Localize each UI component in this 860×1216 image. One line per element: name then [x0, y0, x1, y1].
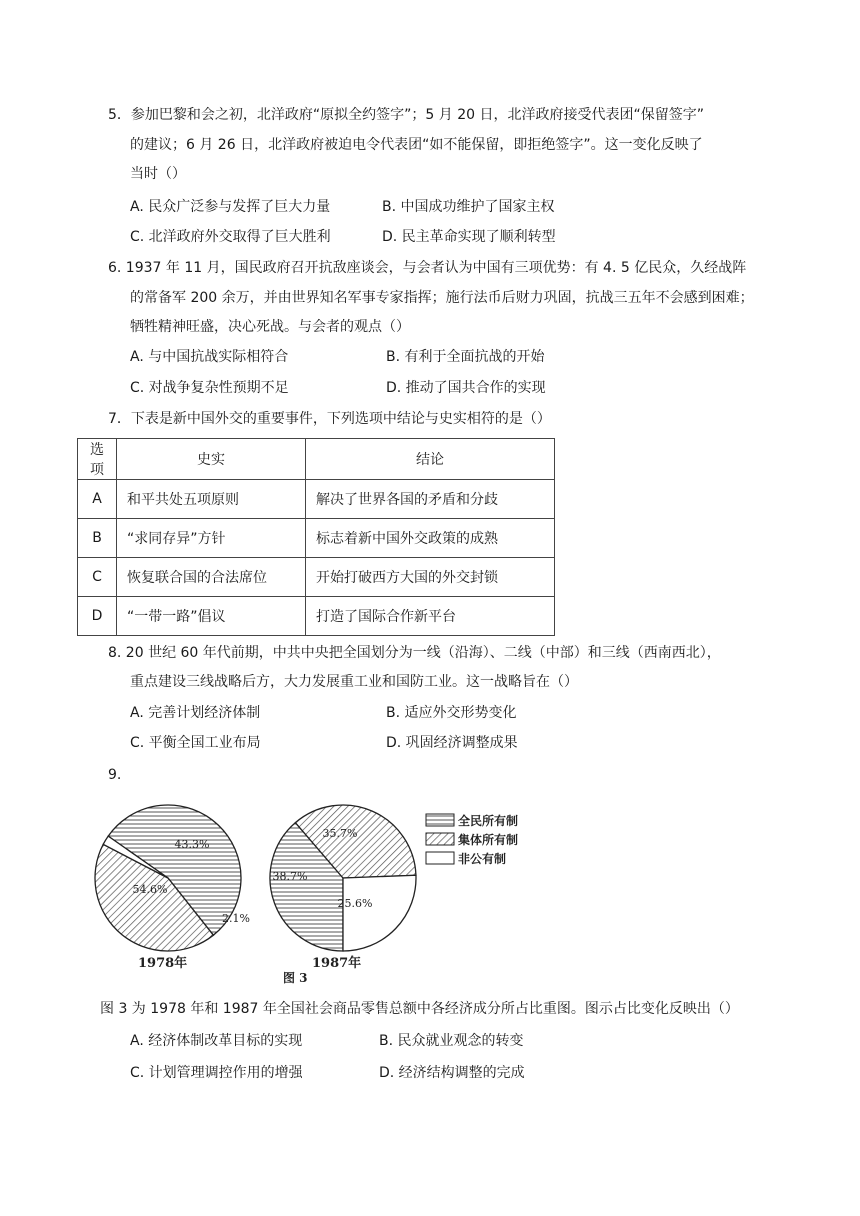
pie-chart-figure	[90, 795, 530, 990]
q5-option-d: D. 民主革命实现了顺利转型	[382, 229, 556, 245]
table-header-conclusion: 结论	[306, 439, 555, 480]
table-header-option: 选项	[78, 439, 117, 480]
legend-label: 集体所有制	[458, 833, 519, 847]
pie-slice-label: 38.7%	[272, 870, 308, 883]
table-cell-option: B	[78, 519, 117, 558]
q8-stem-line-2: 重点建设三线战略后方，大力发展重工业和国防工业。这一战略旨在（）	[130, 674, 578, 690]
q8-option-a: A. 完善计划经济体制	[130, 705, 261, 721]
pie-slice-label: 54.6%	[132, 883, 168, 896]
pie-slice-label: 35.7%	[322, 827, 358, 840]
table-cell-conclusion: 解决了世界各国的矛盾和分歧	[306, 480, 555, 519]
table-cell-conclusion: 开始打破西方大国的外交封锁	[306, 558, 555, 597]
q6-stem-line-3: 牺牲精神旺盛，决心死战。与会者的观点（）	[130, 319, 410, 335]
q9-option-a: A. 经济体制改革目标的实现	[130, 1033, 303, 1049]
pie-slice-label: 43.3%	[174, 838, 210, 851]
table-cell-option: A	[78, 480, 117, 519]
figure-label: 图 3	[283, 971, 308, 985]
legend-label: 全民所有制	[458, 814, 519, 828]
q6-option-b: B. 有利于全面抗战的开始	[386, 349, 545, 365]
pie-year-label: 1978年	[138, 956, 188, 971]
q6-option-d: D. 推动了国共合作的实现	[386, 380, 546, 396]
q9-option-c: C. 计划管理调控作用的增强	[130, 1065, 303, 1081]
pie-year-label: 1987年	[312, 956, 362, 971]
legend-swatch	[426, 833, 454, 845]
q5-stem-line-3: 当时（）	[130, 166, 186, 182]
q5-option-a: A. 民众广泛参与发挥了巨大力量	[130, 199, 331, 215]
legend-swatch	[426, 814, 454, 826]
q9-caption: 图 3 为 1978 年和 1987 年全国社会商品零售总额中各经济成分所占比重图。图示占比变化反映出（）	[100, 1001, 739, 1017]
table-row	[78, 597, 555, 636]
pie-slice-label: 25.6%	[337, 897, 373, 910]
table-row	[78, 480, 555, 519]
q5-option-c: C. 北洋政府外交取得了巨大胜利	[130, 229, 331, 245]
table-cell-fact: 和平共处五项原则	[117, 480, 306, 519]
table-cell-fact: “求同存异”方针	[117, 519, 306, 558]
table-row	[78, 519, 555, 558]
q8-stem-line-1: 8. 20 世纪 60 年代前期，中共中央把全国划分为一线（沿海）、二线（中部）和三线（西南西北），	[108, 645, 721, 661]
table-cell-conclusion: 打造了国际合作新平台	[306, 597, 555, 636]
pie-slice	[343, 875, 416, 951]
legend-label: 非公有制	[458, 852, 507, 866]
table-cell-fact: “一带一路”倡议	[117, 597, 306, 636]
q6-option-a: A. 与中国抗战实际相符合	[130, 349, 289, 365]
q5-stem-line-1: 5．参加巴黎和会之初，北洋政府“原拟全约签字”；5 月 20 日，北洋政府接受代表团“保留签字”	[108, 107, 704, 123]
table-header-row	[78, 439, 555, 480]
q9-option-b: B. 民众就业观念的转变	[379, 1033, 524, 1049]
q6-option-c: C. 对战争复杂性预期不足	[130, 380, 289, 396]
q7-stem: 7．下表是新中国外交的重要事件，下列选项中结论与史实相符的是（）	[108, 411, 551, 427]
table-cell-option: D	[78, 597, 117, 636]
table-cell-option: C	[78, 558, 117, 597]
q7-table	[77, 438, 555, 636]
q6-stem-line-1: 6. 1937 年 11 月，国民政府召开抗敌座谈会，与会者认为中国有三项优势：有 4. 5 亿民众，久经战阵	[108, 260, 747, 276]
q8-option-d: D. 巩固经济调整成果	[386, 735, 518, 751]
q5-stem-line-2: 的建议；6 月 26 日，北洋政府被迫电令代表团“如不能保留，即拒绝签字”。这一变化反映了	[130, 137, 703, 153]
table-row	[78, 558, 555, 597]
q5-option-b: B. 中国成功维护了国家主权	[382, 199, 555, 215]
table-cell-conclusion: 标志着新中国外交政策的成熟	[306, 519, 555, 558]
q8-option-c: C. 平衡全国工业布局	[130, 735, 261, 751]
table-header-fact: 史实	[117, 439, 306, 480]
q6-stem-line-2: 的常备军 200 余万，并由世界知名军事专家指挥；施行法币后财力巩固，抗战三五年不会感到困难；	[130, 290, 754, 306]
pie-slice-label: 2.1%	[222, 912, 250, 925]
q9-option-d: D. 经济结构调整的完成	[379, 1065, 525, 1081]
q9-number: 9.	[108, 767, 122, 783]
q8-option-b: B. 适应外交形势变化	[386, 705, 517, 721]
legend-swatch	[426, 852, 454, 864]
table-cell-fact: 恢复联合国的合法席位	[117, 558, 306, 597]
